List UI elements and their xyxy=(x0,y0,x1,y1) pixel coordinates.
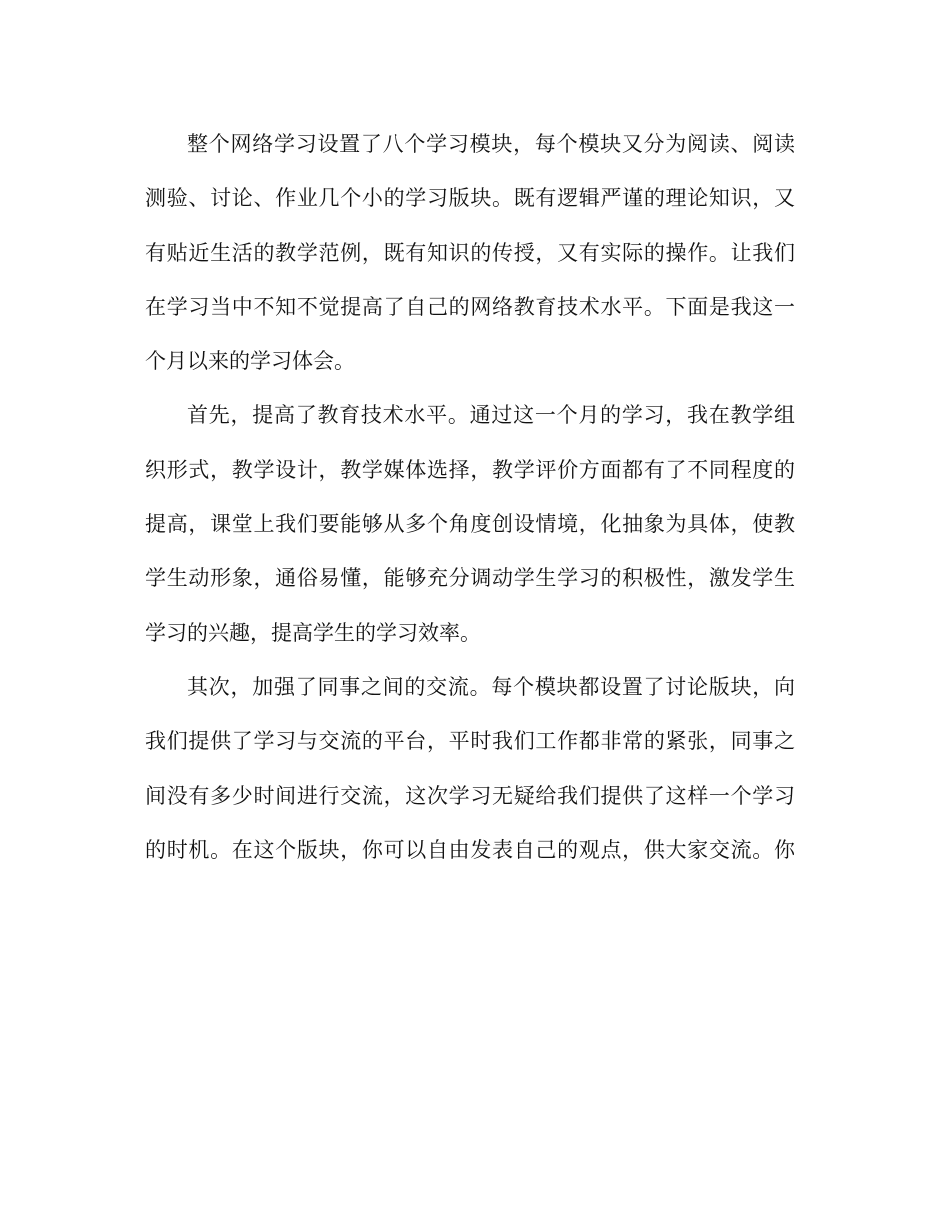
paragraph-2-line-3: 提高，课堂上我们要能够从多个角度创设情境，化抽象为具体，使教 xyxy=(145,512,795,537)
paragraph-3-line-1: 其次，加强了同事之间的交流。每个模块都设置了讨论版块，向 xyxy=(187,674,795,699)
paragraph-3-line-3: 间没有多少时间进行交流，这次学习无疑给我们提供了这样一个学习 xyxy=(145,783,795,808)
paragraph-1-line-2: 测验、讨论、作业几个小的学习版块。既有逻辑严谨的理论知识，又 xyxy=(145,186,795,211)
paragraph-2-line-2: 织形式，教学设计，教学媒体选择，教学评价方面都有了不同程度的 xyxy=(145,457,795,482)
paragraph-1-line-3: 有贴近生活的教学范例，既有知识的传授，又有实际的操作。让我们 xyxy=(145,240,795,265)
paragraph-2-line-4: 学生动形象，通俗易懂，能够充分调动学生学习的积极性，激发学生 xyxy=(145,566,795,591)
paragraph-1-line-5: 个月以来的学习体会。 xyxy=(145,349,355,374)
paragraph-2-line-1: 首先，提高了教育技术水平。通过这一个月的学习，我在教学组 xyxy=(187,403,795,428)
paragraph-1-line-1: 整个网络学习设置了八个学习模块，每个模块又分为阅读、阅读 xyxy=(187,132,795,156)
paragraph-3-line-4: 的时机。在这个版块，你可以自由发表自己的观点，供大家交流。你 xyxy=(145,837,795,862)
paragraph-2-line-5: 学习的兴趣，提高学生的学习效率。 xyxy=(145,620,481,645)
document-body xyxy=(145,117,795,877)
paragraph-3-line-2: 我们提供了学习与交流的平台，平时我们工作都非常的紧张，同事之 xyxy=(145,729,795,754)
paragraph-1-line-4: 在学习当中不知不觉提高了自己的网络教育技术水平。下面是我这一 xyxy=(145,294,795,319)
